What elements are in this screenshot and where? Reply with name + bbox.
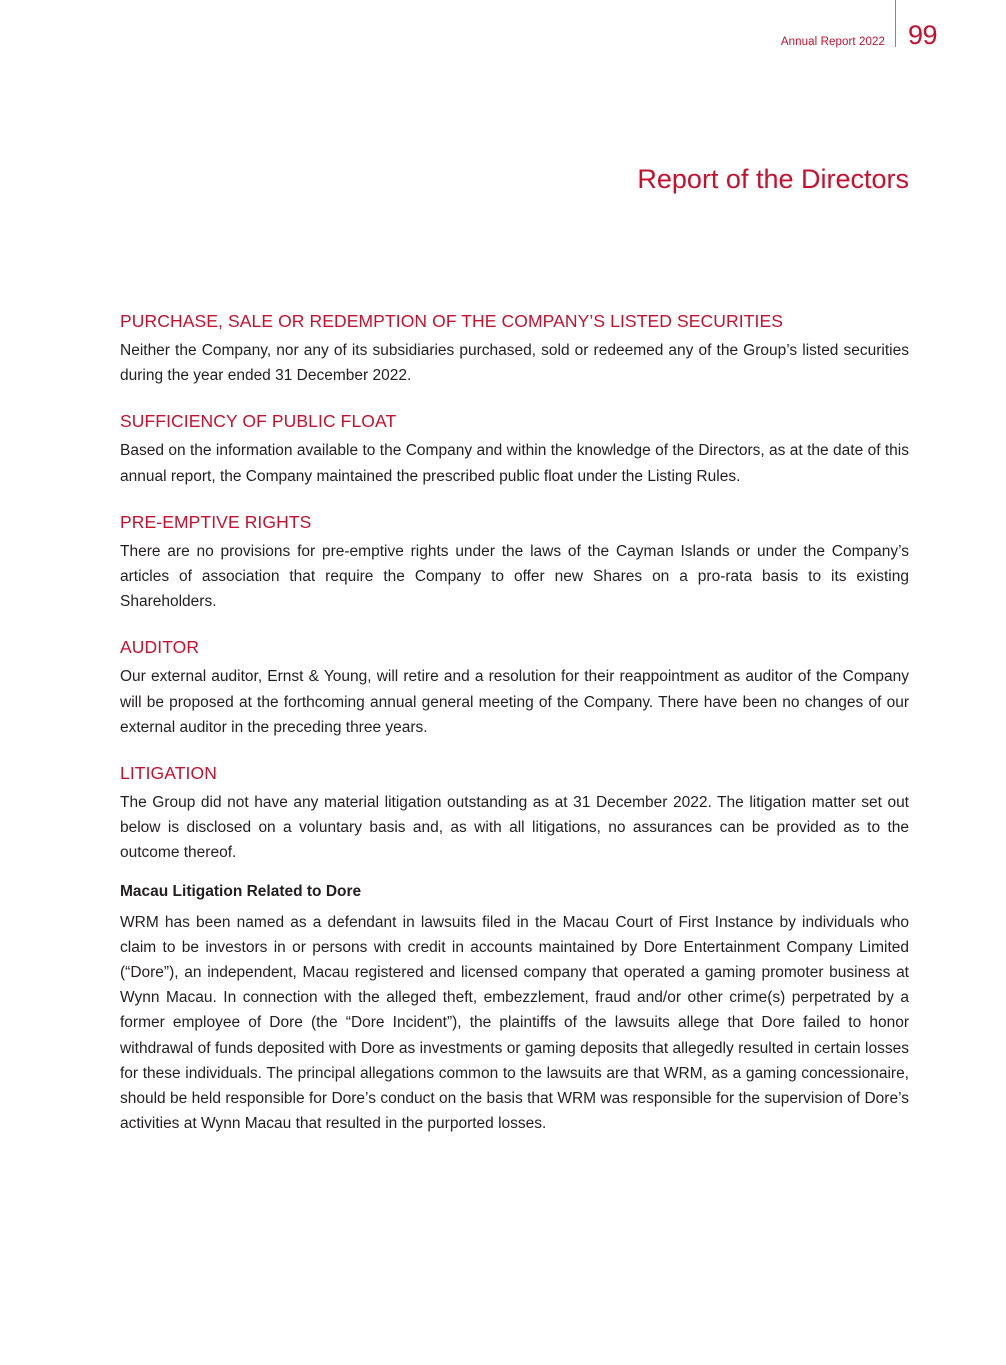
section-heading: SUFFICIENCY OF PUBLIC FLOAT xyxy=(120,411,397,432)
section-paragraph: The Group did not have any material litigation outstanding as at 31 December 2022. The litigation matter set out below is disclosed on a voluntary basis and, as with all litigations, no assurances can be provided as to the outcome thereof. xyxy=(120,794,909,862)
page-number: 99 xyxy=(908,20,938,50)
section-auditor xyxy=(120,635,909,740)
document-body xyxy=(120,309,909,1157)
report-label: Annual Report 2022 xyxy=(780,36,885,48)
section-purchase-sale-redemption xyxy=(120,309,909,388)
section-heading: PURCHASE, SALE OR REDEMPTION OF THE COMPANY’S LISTED SECURITIES xyxy=(120,311,783,331)
section-paragraph: Neither the Company, nor any of its subsidiaries purchased, sold or redeemed any of the Group’s listed securities during the year ended 31 December 2022. xyxy=(120,342,909,385)
section-public-float xyxy=(120,409,909,488)
subsection-heading: Macau Litigation Related to Dore xyxy=(120,882,362,900)
page-title: Report of the Directors xyxy=(637,164,909,194)
section-litigation xyxy=(120,761,909,1136)
section-paragraph: Our external auditor, Ernst & Young, will retire and a resolution for their reappointment as auditor of the Company will be proposed at the forthcoming annual general meeting of the Company. There have been no changes of our external auditor in the preceding three years. xyxy=(120,668,909,736)
section-heading: AUDITOR xyxy=(120,637,200,658)
section-paragraph: Based on the information available to the Company and within the knowledge of the Directors, as at the date of this annual report, the Company maintained the prescribed public float under the Listing Rules. xyxy=(120,442,909,485)
section-heading: LITIGATION xyxy=(120,763,217,784)
subsection-paragraph: WRM has been named as a defendant in lawsuits filed in the Macau Court of First Instance by individuals who claim to be investors in or persons with credit in accounts maintained by Dore Entertainment Company Limited (“Dore”), an independent, Macau registered and licensed company that operated a gaming promoter business at Wynn Macau. In connection with the alleged theft, embezzlement, fraud and/or other crime(s) perpetrated by a former employee of Dore (the “Dore Incident”), the plaintiffs of the lawsuits allege that Dore failed to honor withdrawal of funds deposited with Dore as investments or gaming deposits that allegedly resulted in certain losses for these individuals. The principal allegations common to the lawsuits are that WRM, as a gaming concessionaire, should be held responsible for Dore’s conduct on the basis that WRM was responsible for the supervision of Dore’s activities at Wynn Macau that resulted in the purported losses. xyxy=(120,913,909,1133)
section-pre-emptive-rights xyxy=(120,510,909,615)
section-heading: PRE-EMPTIVE RIGHTS xyxy=(120,511,312,532)
header-divider xyxy=(895,0,896,47)
section-paragraph: There are no provisions for pre-emptive rights under the laws of the Cayman Islands or under the Company’s articles of association that require the Company to offer new Shares on a pro-rata basis to its existing Shareholders. xyxy=(120,542,909,611)
